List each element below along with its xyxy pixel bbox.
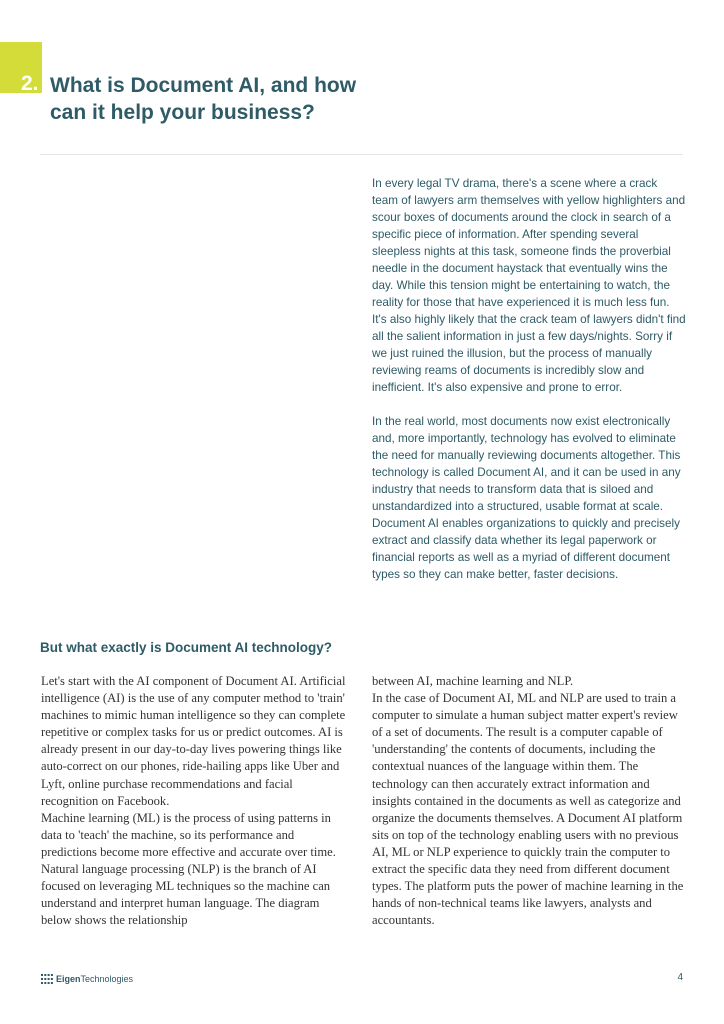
company-name bbox=[56, 974, 133, 984]
body-paragraph: between AI, machine learning and NLP. bbox=[372, 674, 574, 688]
body-column-left bbox=[41, 673, 353, 929]
eigen-dot-grid-icon bbox=[41, 974, 53, 984]
company-name-rest: Technologies bbox=[80, 974, 134, 984]
body-column-right bbox=[372, 673, 684, 929]
intro-paragraph: In every legal TV drama, there's a scene where a crack team of lawyers arm themselves with yellow highlighters and scour boxes of documents around the clock in search of a specific piece of information. After spending several sleepless nights at this task, someone finds the proverbial needle in the document haystack that eventually wins the day. While this tension might be entertaining to watch, the reality for those that have experienced it is much less fun. It's also highly likely that the crack team of lawyers didn't find all the salient information in just a few days/nights. Sorry if we just ruined the illusion, but the process of manually reviewing reams of documents is incredibly slow and inefficient. It's also expensive and prone to error. bbox=[372, 177, 686, 394]
body-paragraph: Machine learning (ML) is the process of using patterns in data to 'teach' the machine, so its performance and predictions become more effective and accurate over time. Natural language processing (NLP) is the branch of AI focused on leveraging ML techniques so the machine can understand and interpret human language. The diagram below shows the relationship bbox=[41, 810, 336, 928]
section-heading: But what exactly is Document AI technology? bbox=[40, 640, 333, 655]
intro-paragraph: In the real world, most documents now exist electronically and, more importantly, technology has evolved to eliminate the need for manually reviewing documents altogether. This technology is called Document AI, and it can be used in any industry that needs to transform data that is siloed and unstandardized into a structured, usable format at scale. Document AI enables organizations to quickly and precisely extract and classify data whether its legal paperwork or financial reports as well as a myriad of different document types so they can make better, faster decisions. bbox=[372, 415, 681, 581]
section-number: 2. bbox=[21, 72, 39, 95]
body-paragraph: In the case of Document AI, ML and NLP are used to train a computer to simulate a human subject matter expert's review of a set of documents. The result is a computer capable of 'understanding' the contents of documents, including the contextual nuances of the language within them. The technology can then accurately extract information and insights contained in the documents as well as categorize and organize the documents themselves. A Document AI platform sits on top of the technology enabling users with no previous AI, ML or NLP experience to quickly train the computer to extract the specific data they need from different document types. The platform puts the power of machine learning in the hands of non-technical teams like lawyers, analysts and accountants. bbox=[372, 691, 684, 928]
intro-text bbox=[372, 175, 686, 600]
page-number: 4 bbox=[677, 972, 683, 983]
footer-logo bbox=[41, 972, 133, 986]
divider bbox=[40, 154, 683, 155]
body-paragraph: Let's start with the AI component of Document AI. Artificial intelligence (AI) is the use of any computer method to 'train' machines to mimic human intelligence so they can complete repetitive or complex tasks for us or predict outcomes. AI is already present in our day-to-day lives powering things like auto-correct on our phones, ride-hailing apps like Uber and Lyft, online purchase recommendations and facial recognition on Facebook. bbox=[41, 674, 346, 808]
company-name-bold: Eigen bbox=[56, 974, 81, 984]
page-title: What is Document AI, and how can it help your business? bbox=[50, 74, 357, 124]
